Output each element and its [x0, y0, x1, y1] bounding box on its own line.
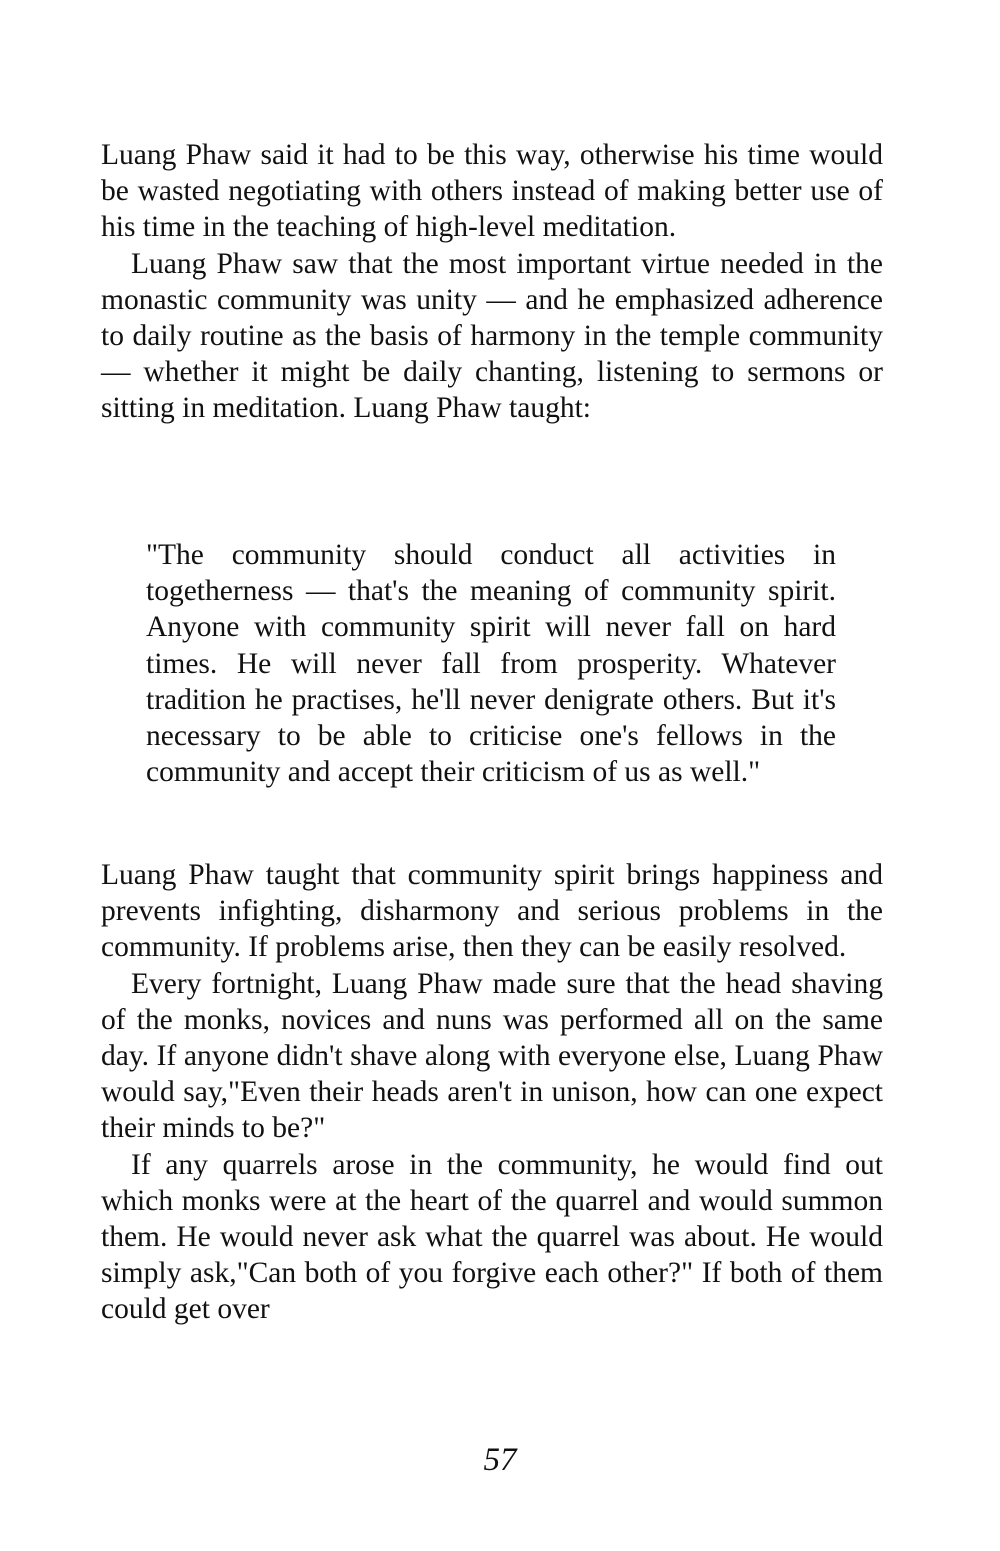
paragraph: Every fortnight, Luang Phaw made sure that the head shaving of the monks, novices and nuns was performed all on the same day. If anyone didn't shave along with everyone else, Luang Phaw would say,"Even their heads aren't in unison, how can one expect their minds to be?": [101, 967, 883, 1145]
body-text-bottom: [101, 857, 883, 1328]
block-quote: [146, 537, 836, 790]
paragraph: Luang Phaw said it had to be this way, otherwise his time would be wasted negotiating with others instead of making better use of his time in the teaching of high-level meditation.: [101, 139, 883, 244]
body-text-top: [101, 137, 883, 427]
paragraph: Luang Phaw taught that community spirit brings happiness and prevents infighting, disharmony and serious problems in the community. If problems arise, then they can be easily resolved.: [101, 859, 883, 964]
paragraph: Luang Phaw saw that the most important virtue needed in the monastic community was unity — and he emphasized adherence to daily routine as the basis of harmony in the temple community — whether it might be daily chanting, listening to sermons or sitting in meditation. Luang Phaw taught:: [101, 247, 883, 425]
paragraph: If any quarrels arose in the community, he would find out which monks were at the heart of the quarrel and would summon them. He would never ask what the quarrel was about. He would simply ask,"Can both of you forgive each other?" If both of them could get over: [101, 1148, 883, 1326]
page-number: 57: [483, 1442, 517, 1478]
quote-text: "The community should conduct all activities in togetherness — that's the meaning of community spirit. Anyone with community spirit will never fall on hard times. He will never fall from prosperity. Whatever tradition he practises, he'll never denigrate others. But it's necessary to be able to criticise one's fellows in the community and accept their criticism of us as well.": [146, 539, 836, 789]
